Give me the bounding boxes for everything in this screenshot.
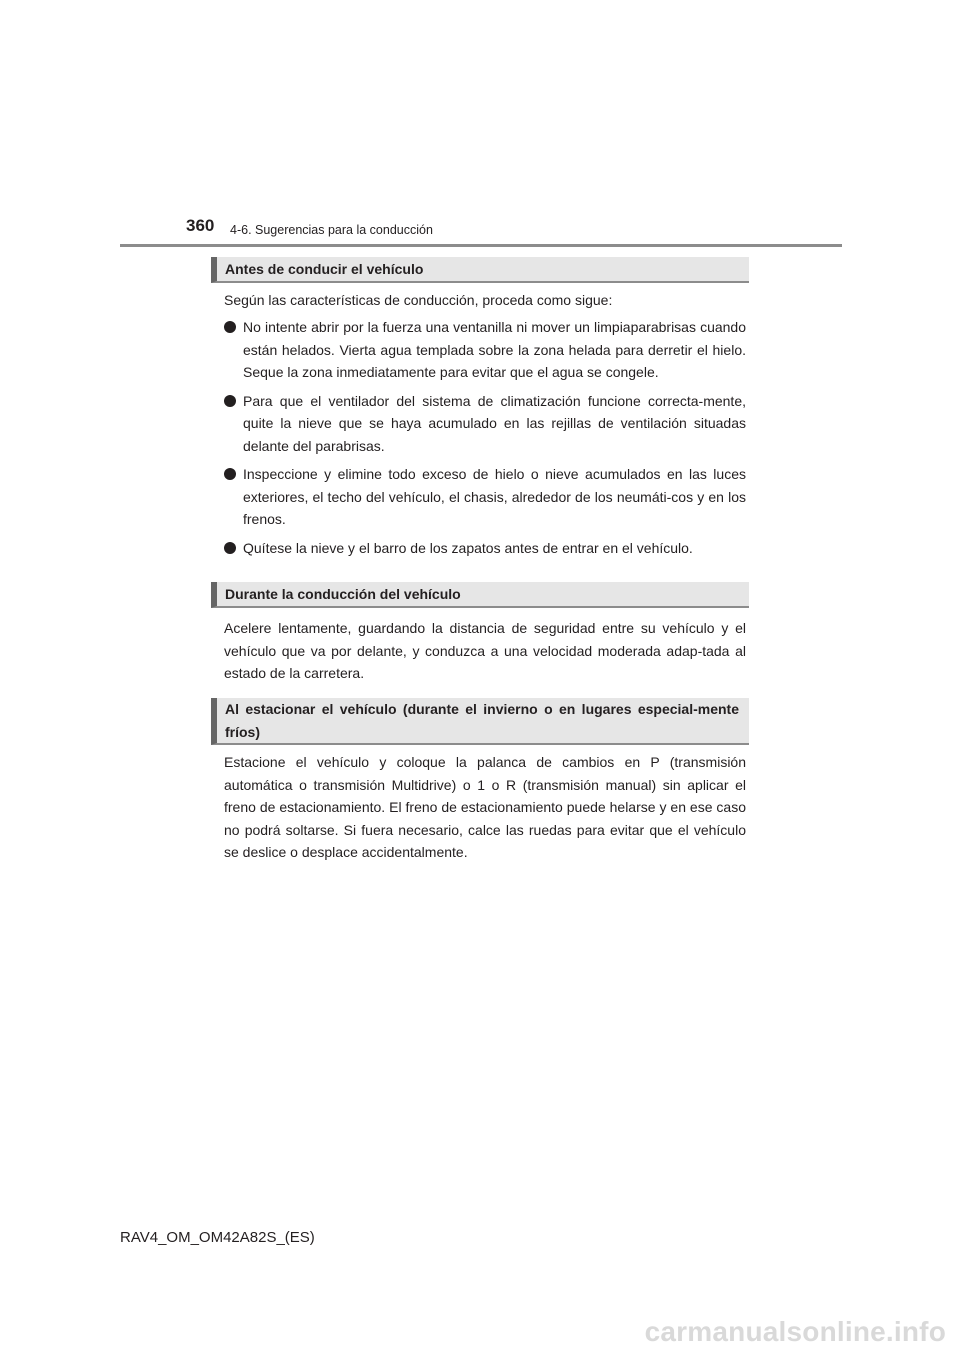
list-item-text: Inspeccione y elimine todo exceso de hielo o nieve acumulados en las luces exteriores, el techo del vehículo, el chasis, alrededor de los neumáti-cos y en los frenos.	[243, 466, 746, 527]
section-heading-while-driving: Durante la conducción del vehículo	[211, 582, 749, 608]
section-heading-before-driving: Antes de conducir el vehículo	[211, 257, 749, 283]
bullet-icon	[224, 468, 236, 480]
list-item	[224, 316, 746, 384]
bullet-icon	[224, 542, 236, 554]
list-item	[224, 463, 746, 531]
section-label: 4-6. Sugerencias para la conducción	[230, 223, 433, 237]
list-item-text: Para que el ventilador del sistema de climatización funcione correcta-mente, quite la nieve que se haya acumulado en las rejillas de ventilación situadas delante del parabrisas.	[243, 392, 746, 454]
watermark: carmanualsonline.info	[644, 1316, 946, 1347]
list-item-text: Quítese la nieve y el barro de los zapatos antes de entrar en el vehículo.	[243, 539, 693, 556]
section-intro: Según las características de conducción, proceda como sigue:	[224, 292, 613, 308]
header-rule	[120, 244, 842, 247]
section-body: Acelere lentamente, guardando la distancia de seguridad entre su vehículo y el vehículo que va por delante, y conduzca a una velocidad moderada adap-tada al estado de la carretera.	[224, 620, 746, 681]
bullet-list	[224, 316, 746, 565]
list-item-text: No intente abrir por la fuerza una ventanilla ni mover un limpiaparabrisas cuando están helados. Vierta agua templada sobre la zona helada para derretir el hielo. Seque la zona inmediatamente para evitar que el agua se congele.	[243, 319, 746, 380]
page-number: 360	[186, 216, 215, 235]
section-body: Estacione el vehículo y coloque la palanca de cambios en P (transmisión automática o transmisión Multidrive) o 1 o R (transmisión manual) sin aplicar el freno de estacionamiento. El freno de estacionamiento puede helarse y en ese caso no podrá soltarse. Si fuera necesario, calce las ruedas para evitar que el vehículo se deslice o desplace accidentalmente.	[224, 754, 746, 860]
list-item	[224, 537, 746, 560]
bullet-icon	[224, 395, 236, 407]
bullet-icon	[224, 321, 236, 333]
list-item	[224, 390, 746, 458]
footer-doc-code: RAV4_OM_OM42A82S_(ES)	[120, 1229, 315, 1246]
section-heading-parking: Al estacionar el vehículo (durante el invierno o en lugares especial-mente fríos)	[211, 698, 749, 745]
